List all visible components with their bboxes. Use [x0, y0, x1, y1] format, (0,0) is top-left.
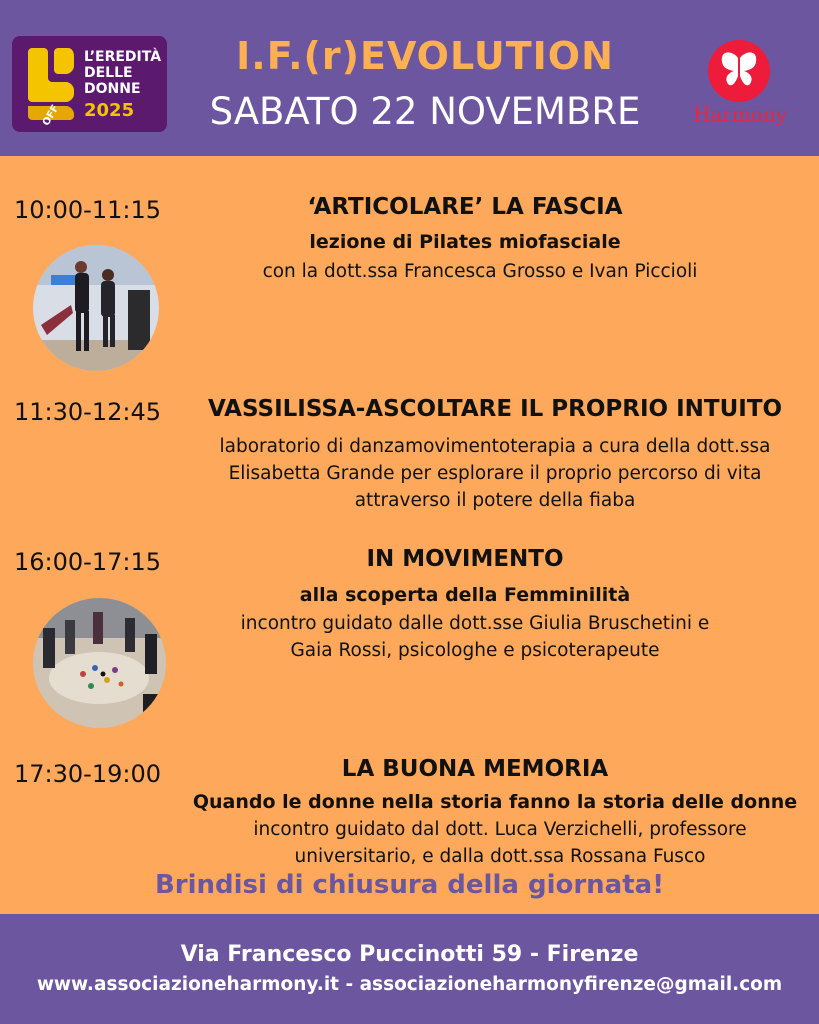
- contact-links[interactable]: www.associazioneharmony.it - associazioneharmonyfirenze@gmail.com: [36, 974, 783, 995]
- eredita-delle-donne-logo: [12, 36, 167, 132]
- event-title: IN MOVIMENTO: [366, 546, 564, 572]
- page-subtitle: SABATO 22 NOVEMBRE: [209, 90, 641, 133]
- event-time: 16:00-17:15: [14, 548, 161, 576]
- footer-banner: [0, 914, 819, 1024]
- header-banner: [0, 0, 819, 156]
- logo-year: 2025: [84, 100, 135, 121]
- pilates-photo: [33, 245, 159, 371]
- event-time: 11:30-12:45: [14, 398, 161, 426]
- event-title: ‘ARTICOLARE’ LA FASCIA: [307, 194, 623, 220]
- event-description: con la dott.ssa Francesca Grosso e Ivan Piccioli: [262, 261, 698, 282]
- event-description: laboratorio di danzamovimentoterapia a cura della dott.ssa Elisabetta Grande per esplorare il proprio percorso di vita attraverso il potere della fiaba: [219, 436, 771, 511]
- event-subtitle: alla scoperta della Femminilità: [299, 584, 631, 606]
- butterfly-icon: [708, 40, 770, 102]
- group-circle-photo: [33, 598, 166, 728]
- logo-line-2: DELLE: [84, 65, 133, 81]
- event-subtitle: lezione di Pilates miofasciale: [309, 231, 621, 253]
- event-description: incontro guidato dal dott. Luca Verzichelli, professore universitario, e dalla dott.ssa Rossana Fusco: [253, 819, 747, 867]
- venue-address: Via Francesco Puccinotti 59 - Firenze: [180, 942, 639, 967]
- event-title: VASSILISSA-ASCOLTARE IL PROPRIO INTUITO: [207, 396, 783, 422]
- logo-line-3: DONNE: [84, 81, 141, 97]
- event-time: 17:30-19:00: [14, 760, 161, 788]
- logo-line-1: L’EREDITÀ: [84, 49, 162, 65]
- harmony-name: Harmony: [692, 102, 788, 126]
- event-description: incontro guidato dalle dott.sse Giulia Bruschetini e Gaia Rossi, psicologhe e psicoterapeute: [240, 613, 710, 661]
- page-title: I.F.(r)EVOLUTION: [236, 34, 614, 78]
- event-subtitle: Quando le donne nella storia fanno la storia delle donne: [192, 791, 798, 813]
- event-title: LA BUONA MEMORIA: [341, 756, 609, 782]
- harmony-logo: [690, 36, 790, 136]
- off-tag: OFF: [40, 103, 62, 128]
- closing-message: Brindisi di chiusura della giornata!: [154, 870, 665, 900]
- event-time: 10:00-11:15: [14, 196, 161, 224]
